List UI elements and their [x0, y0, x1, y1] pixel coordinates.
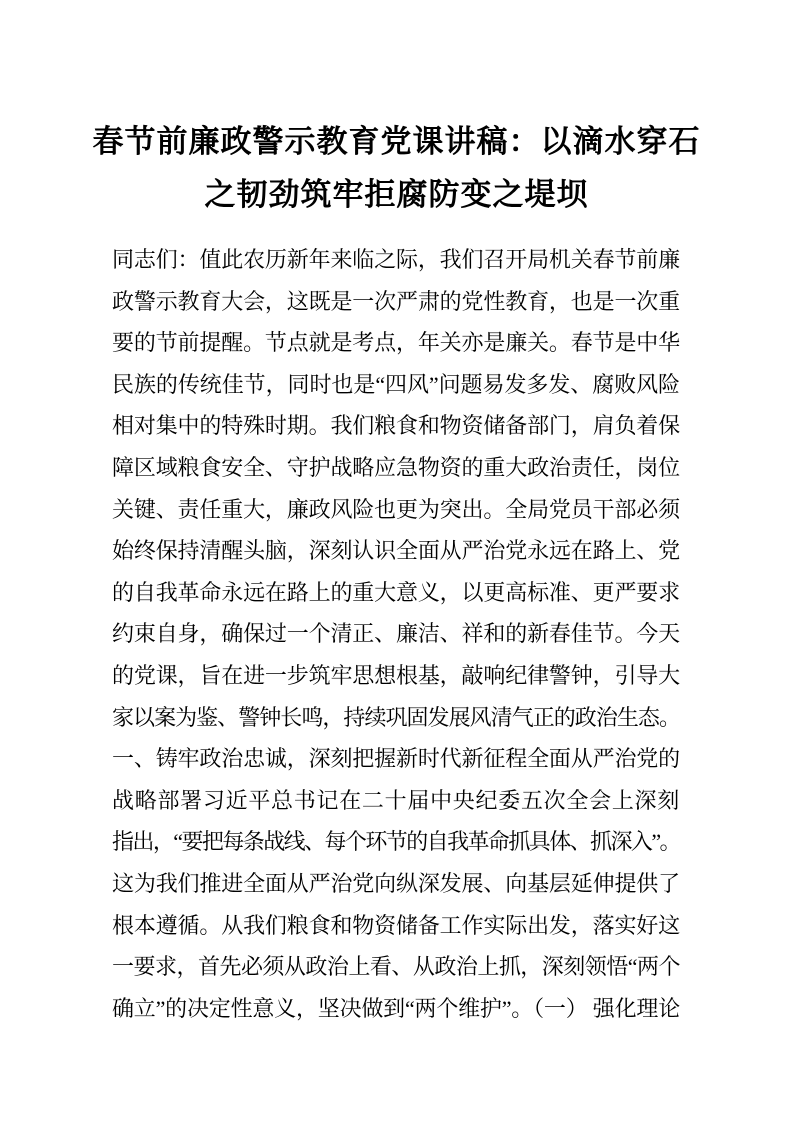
body-text-line: 同志们：值此农历新年来临之际，我们召开局机关春节前廉: [112, 247, 680, 272]
body-text-line: 战略部署习近平总书记在二十届中央纪委五次全会上深刻: [112, 787, 680, 813]
body-text-line: 确立”的决定性意义，坚决做到“两个维护”。（一） 强化理论: [112, 995, 680, 1021]
document-title: [0, 115, 793, 221]
body-text-line: 根本遵循。从我们粮食和物资储备工作实际出发，落实好这: [112, 912, 680, 938]
body-text-line: 的党课，旨在进一步筑牢思想根基，敲响纪律警钟，引导大: [112, 662, 680, 688]
body-text-line: 一、铸牢政治忠诚，深刻把握新时代新征程全面从严治党的: [112, 746, 680, 772]
body-text-line: 这为我们推进全面从严治党向纵深发展、向基层延伸提供了: [112, 870, 680, 896]
title-line-1: 春节前廉政警示教育党课讲稿：以滴水穿石: [92, 124, 701, 159]
body-text-line: 要的节前提醒。节点就是考点，年关亦是廉关。春节是中华: [112, 330, 680, 356]
body-text-line: 相对集中的特殊时期。我们粮食和物资储备部门，肩负着保: [112, 413, 680, 439]
body-text-line: 指出，“要把每条战线、每个环节的自我革命抓具体、抓深入”。: [112, 829, 680, 855]
body-text-line: 约束自身，确保过一个清正、廉洁、祥和的新春佳节。今天: [112, 621, 680, 647]
body-text-line: 的自我革命永远在路上的重大意义，以更高标准、更严要求: [112, 579, 680, 605]
body-text-line: 政警示教育大会，这既是一次严肃的党性教育，也是一次重: [112, 288, 680, 314]
title-line-2: 之韧劲筑牢拒腐防变之堤坝: [204, 177, 589, 212]
body-text-line: 家以案为鉴、警钟长鸣，持续巩固发展风清气正的政治生态。: [112, 704, 680, 730]
body-text-line: 民族的传统佳节，同时也是“四风”问题易发多发、腐败风险: [112, 371, 681, 397]
body-text-line: 一要求，首先必须从政治上看、从政治上抓，深刻领悟“两个: [112, 954, 680, 980]
document-body: [112, 239, 680, 1029]
body-text-line: 障区域粮食安全、守护战略应急物资的重大政治责任，岗位: [112, 454, 680, 480]
body-text-line: 关键、责任重大，廉政风险也更为突出。全局党员干部必须: [112, 496, 680, 522]
body-text-line: 始终保持清醒头脑，深刻认识全面从严治党永远在路上、党: [112, 538, 680, 564]
